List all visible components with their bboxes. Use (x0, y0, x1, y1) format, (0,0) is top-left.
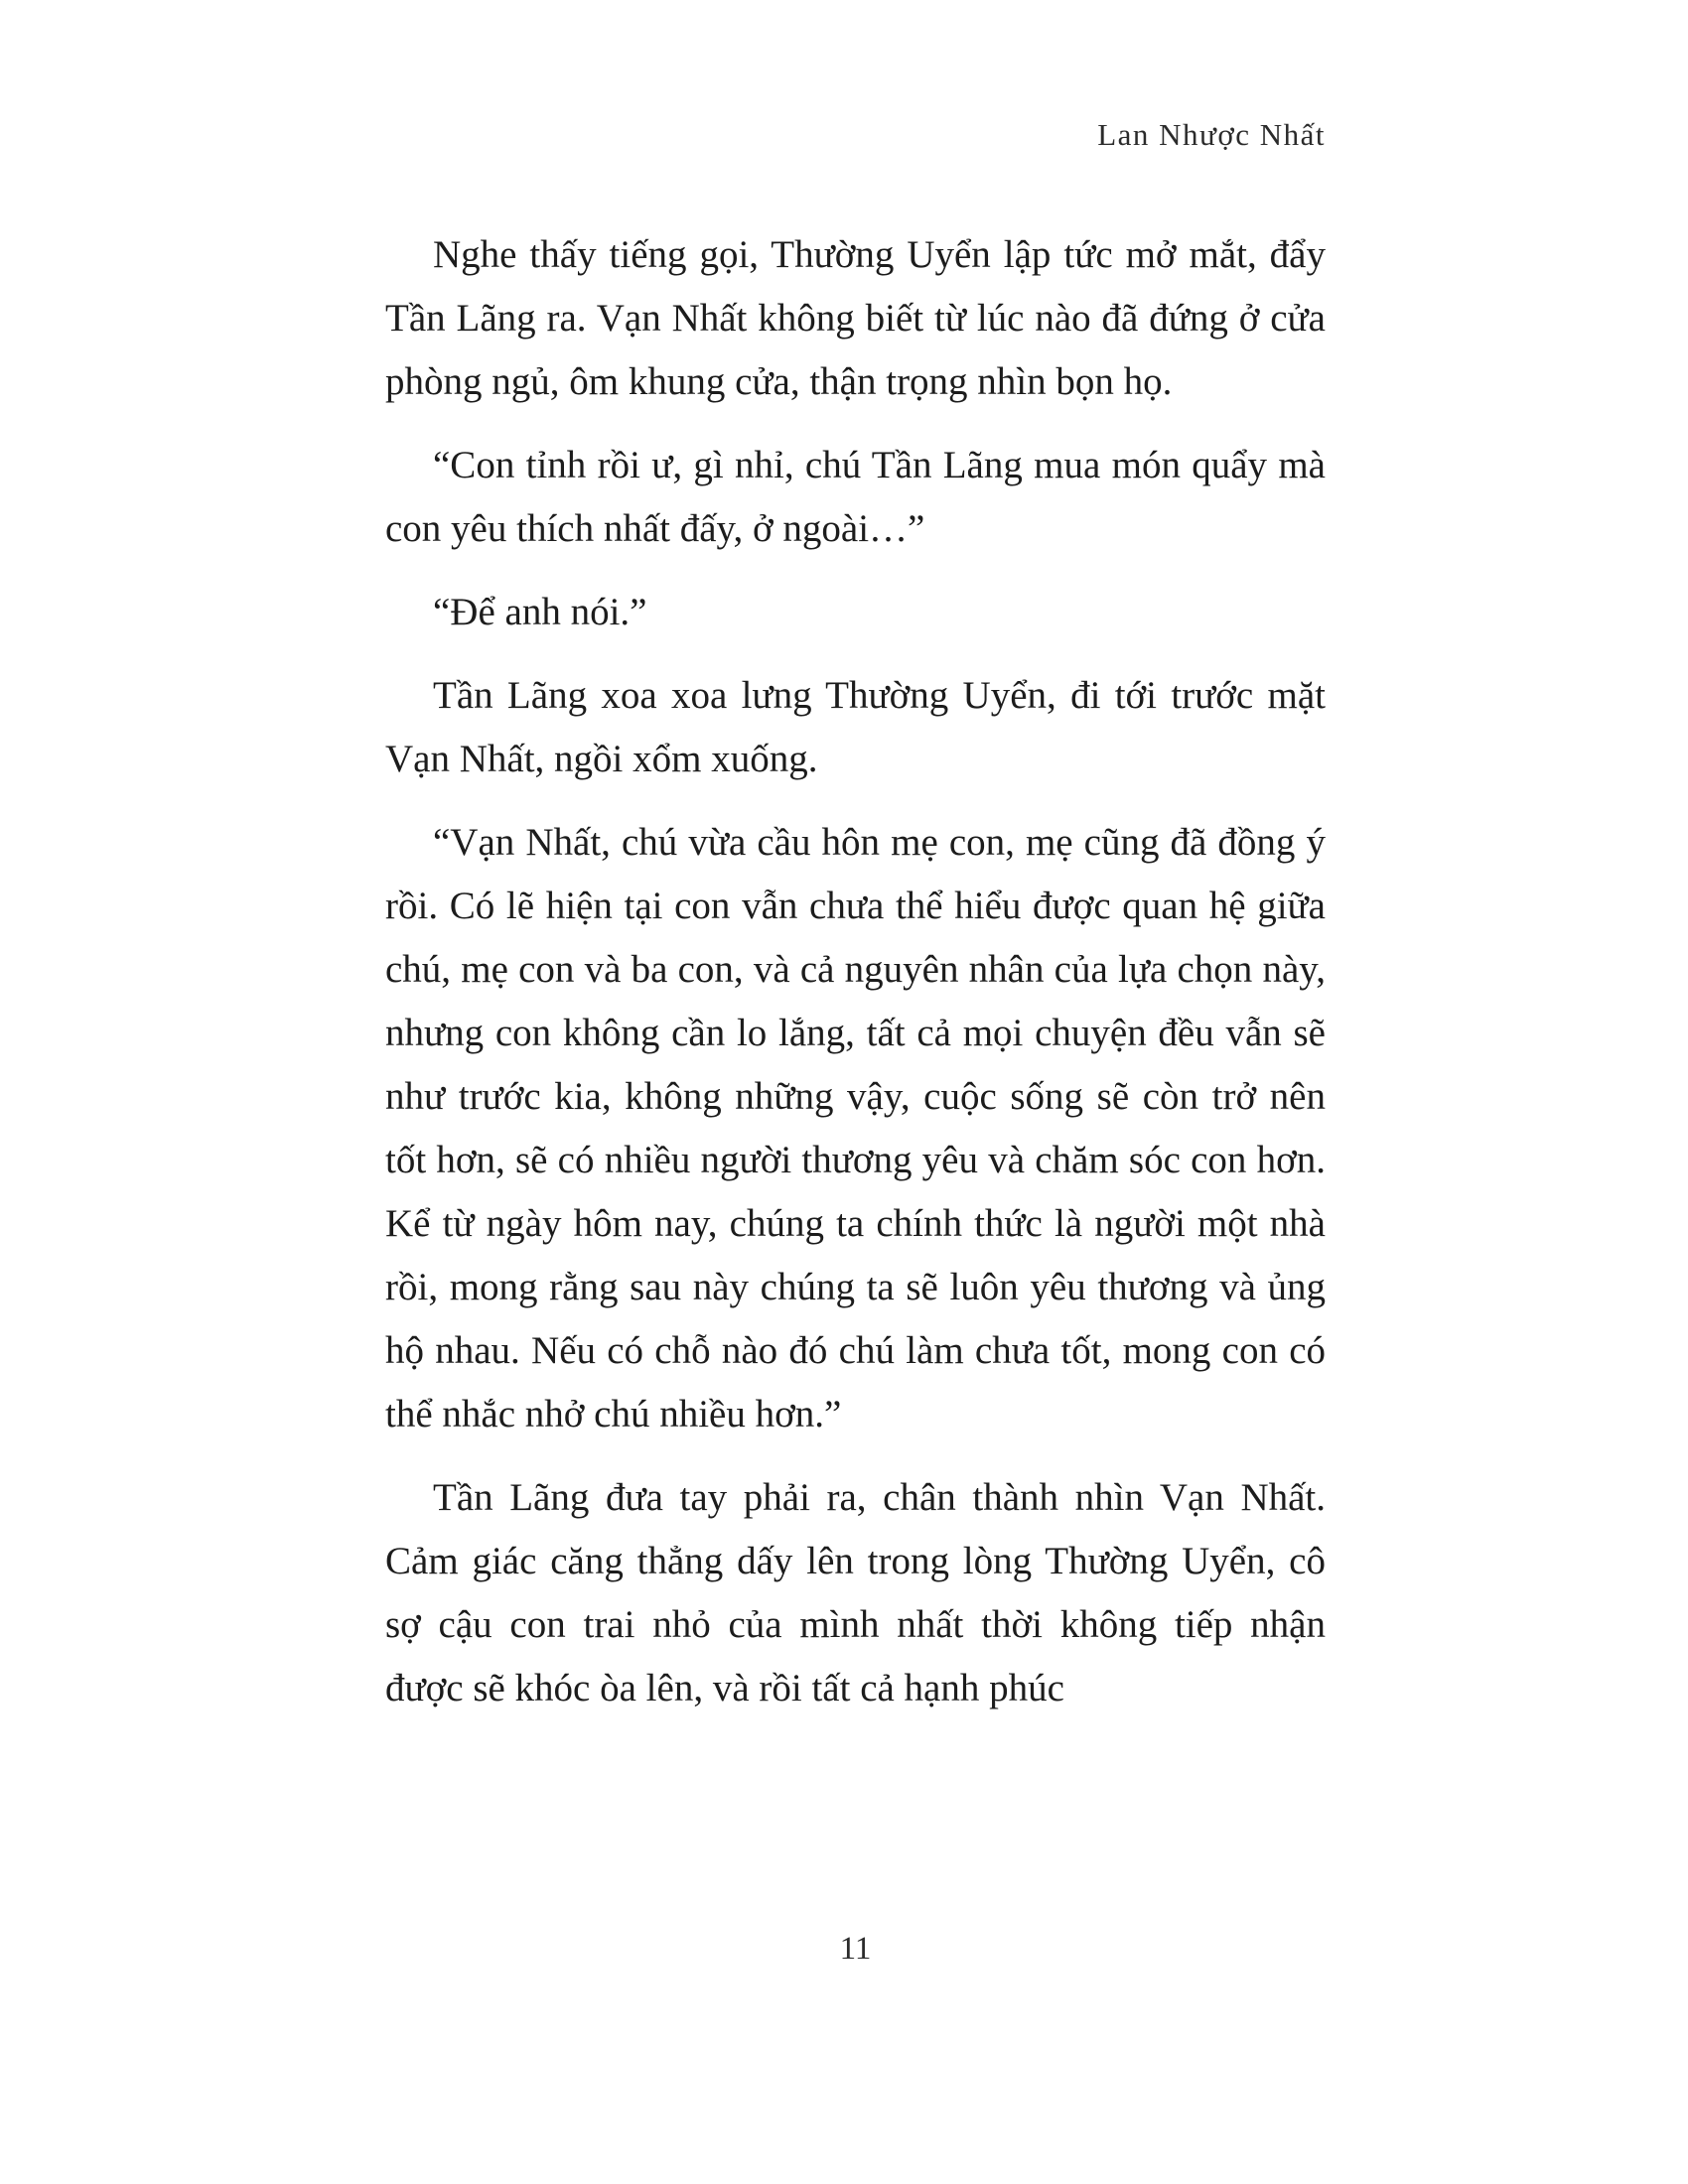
body-text-block (385, 223, 1326, 1740)
paragraph-dialogue: “Để anh nói.” (433, 591, 647, 633)
paragraph: Tần Lãng xoa xoa lưng Thường Uyển, đi tới trước mặt Vạn Nhất, ngồi xổm xuống. (385, 674, 1326, 780)
running-header-author: Lan Nhược Nhất (1097, 117, 1326, 152)
paragraph: Nghe thấy tiếng gọi, Thường Uyển lập tức mở mắt, đẩy Tần Lãng ra. Vạn Nhất không biết từ lúc nào đã đứng ở cửa phòng ngủ, ôm khung cửa, thận trọng nhìn bọn họ. (385, 233, 1326, 403)
paragraph: Tần Lãng đưa tay phải ra, chân thành nhìn Vạn Nhất. Cảm giác căng thẳng dấy lên trong lòng Thường Uyển, cô sợ cậu con trai nhỏ của mình nhất thời không tiếp nhận được sẽ khóc òa lên, và rồi tất cả hạnh phúc (385, 1476, 1326, 1709)
page-number: 11 (839, 1931, 872, 1967)
paragraph-dialogue: “Vạn Nhất, chú vừa cầu hôn mẹ con, mẹ cũng đã đồng ý rồi. Có lẽ hiện tại con vẫn chưa thể hiểu được quan hệ giữa chú, mẹ con và ba con, và cả nguyên nhân của lựa chọn này, nhưng con không cần lo lắng, tất cả mọi chuyện đều vẫn sẽ như trước kia, không những vậy, cuộc sống sẽ còn trở nên tốt hơn, sẽ có nhiều người thương yêu và chăm sóc con hơn. Kể từ ngày hôm nay, chúng ta chính thức là người một nhà rồi, mong rằng sau này chúng ta sẽ luôn yêu thương và ủng hộ nhau. Nếu có chỗ nào đó chú làm chưa tốt, mong con có thể nhắc nhở chú nhiều hơn.” (385, 821, 1326, 1435)
paragraph-dialogue: “Con tỉnh rồi ư, gì nhỉ, chú Tần Lãng mua món quẩy mà con yêu thích nhất đấy, ở ngoài…” (385, 444, 1326, 550)
